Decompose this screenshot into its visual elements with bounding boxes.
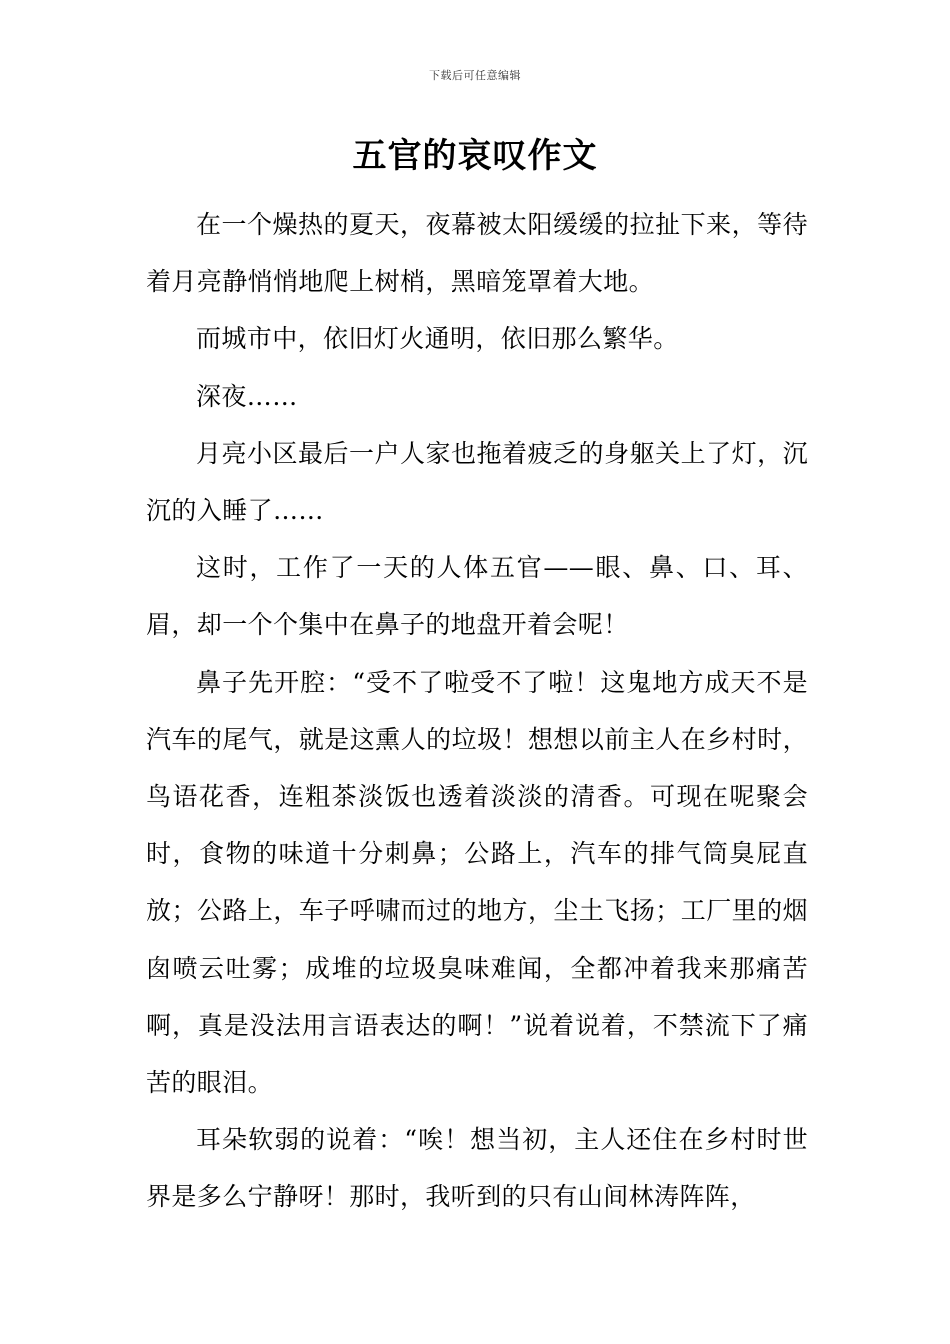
paragraph-2: 而城市中，依旧灯火通明，依旧那么繁华。 (196, 324, 679, 354)
paragraph-1: 在一个燥热的夏天，夜幕被太阳缓缓的拉扯下来，等待着月亮静悄悄地爬上树梢，黑暗笼罩着大地。 (146, 210, 808, 297)
paragraph-4: 月亮小区最后一户人家也拖着疲乏的身躯关上了灯，沉沉的入睡了…… (146, 438, 808, 526)
paragraph-7: 耳朵软弱的说着：“唉！想当初，主人还住在乡村时世界是多么宁静呀！那时，我听到的只有山间林涛阵阵， (146, 1125, 808, 1212)
document-title: 五官的哀叹作文 (352, 136, 598, 176)
paragraph-5: 这时，工作了一天的人体五官——眼、鼻、口、耳、眉，却一个个集中在鼻子的地盘开着会呢！ (146, 553, 808, 640)
header-note: 下载后可任意编辑 (429, 69, 521, 82)
paragraph-6: 鼻子先开腔：“受不了啦受不了啦！这鬼地方成天不是汽车的尾气，就是这熏人的垃圾！想想以前主人在乡村时，鸟语花香，连粗茶淡饭也透着淡淡的清香。可现在呢聚会时，食物的味道十分刺鼻；公路上，汽车的排气筒臭屁直放；公路上，车子呼啸而过的地方，尘土飞扬；工厂里的烟囱喷云吐雾；成堆的垃圾臭味难闻，全都冲着我来那痛苦啊，真是没法用言语表达的啊！”说着说着，不禁流下了痛苦的眼泪。 (146, 667, 808, 1098)
document-body (146, 196, 808, 1226)
paragraph-3: 深夜…… (196, 381, 298, 411)
